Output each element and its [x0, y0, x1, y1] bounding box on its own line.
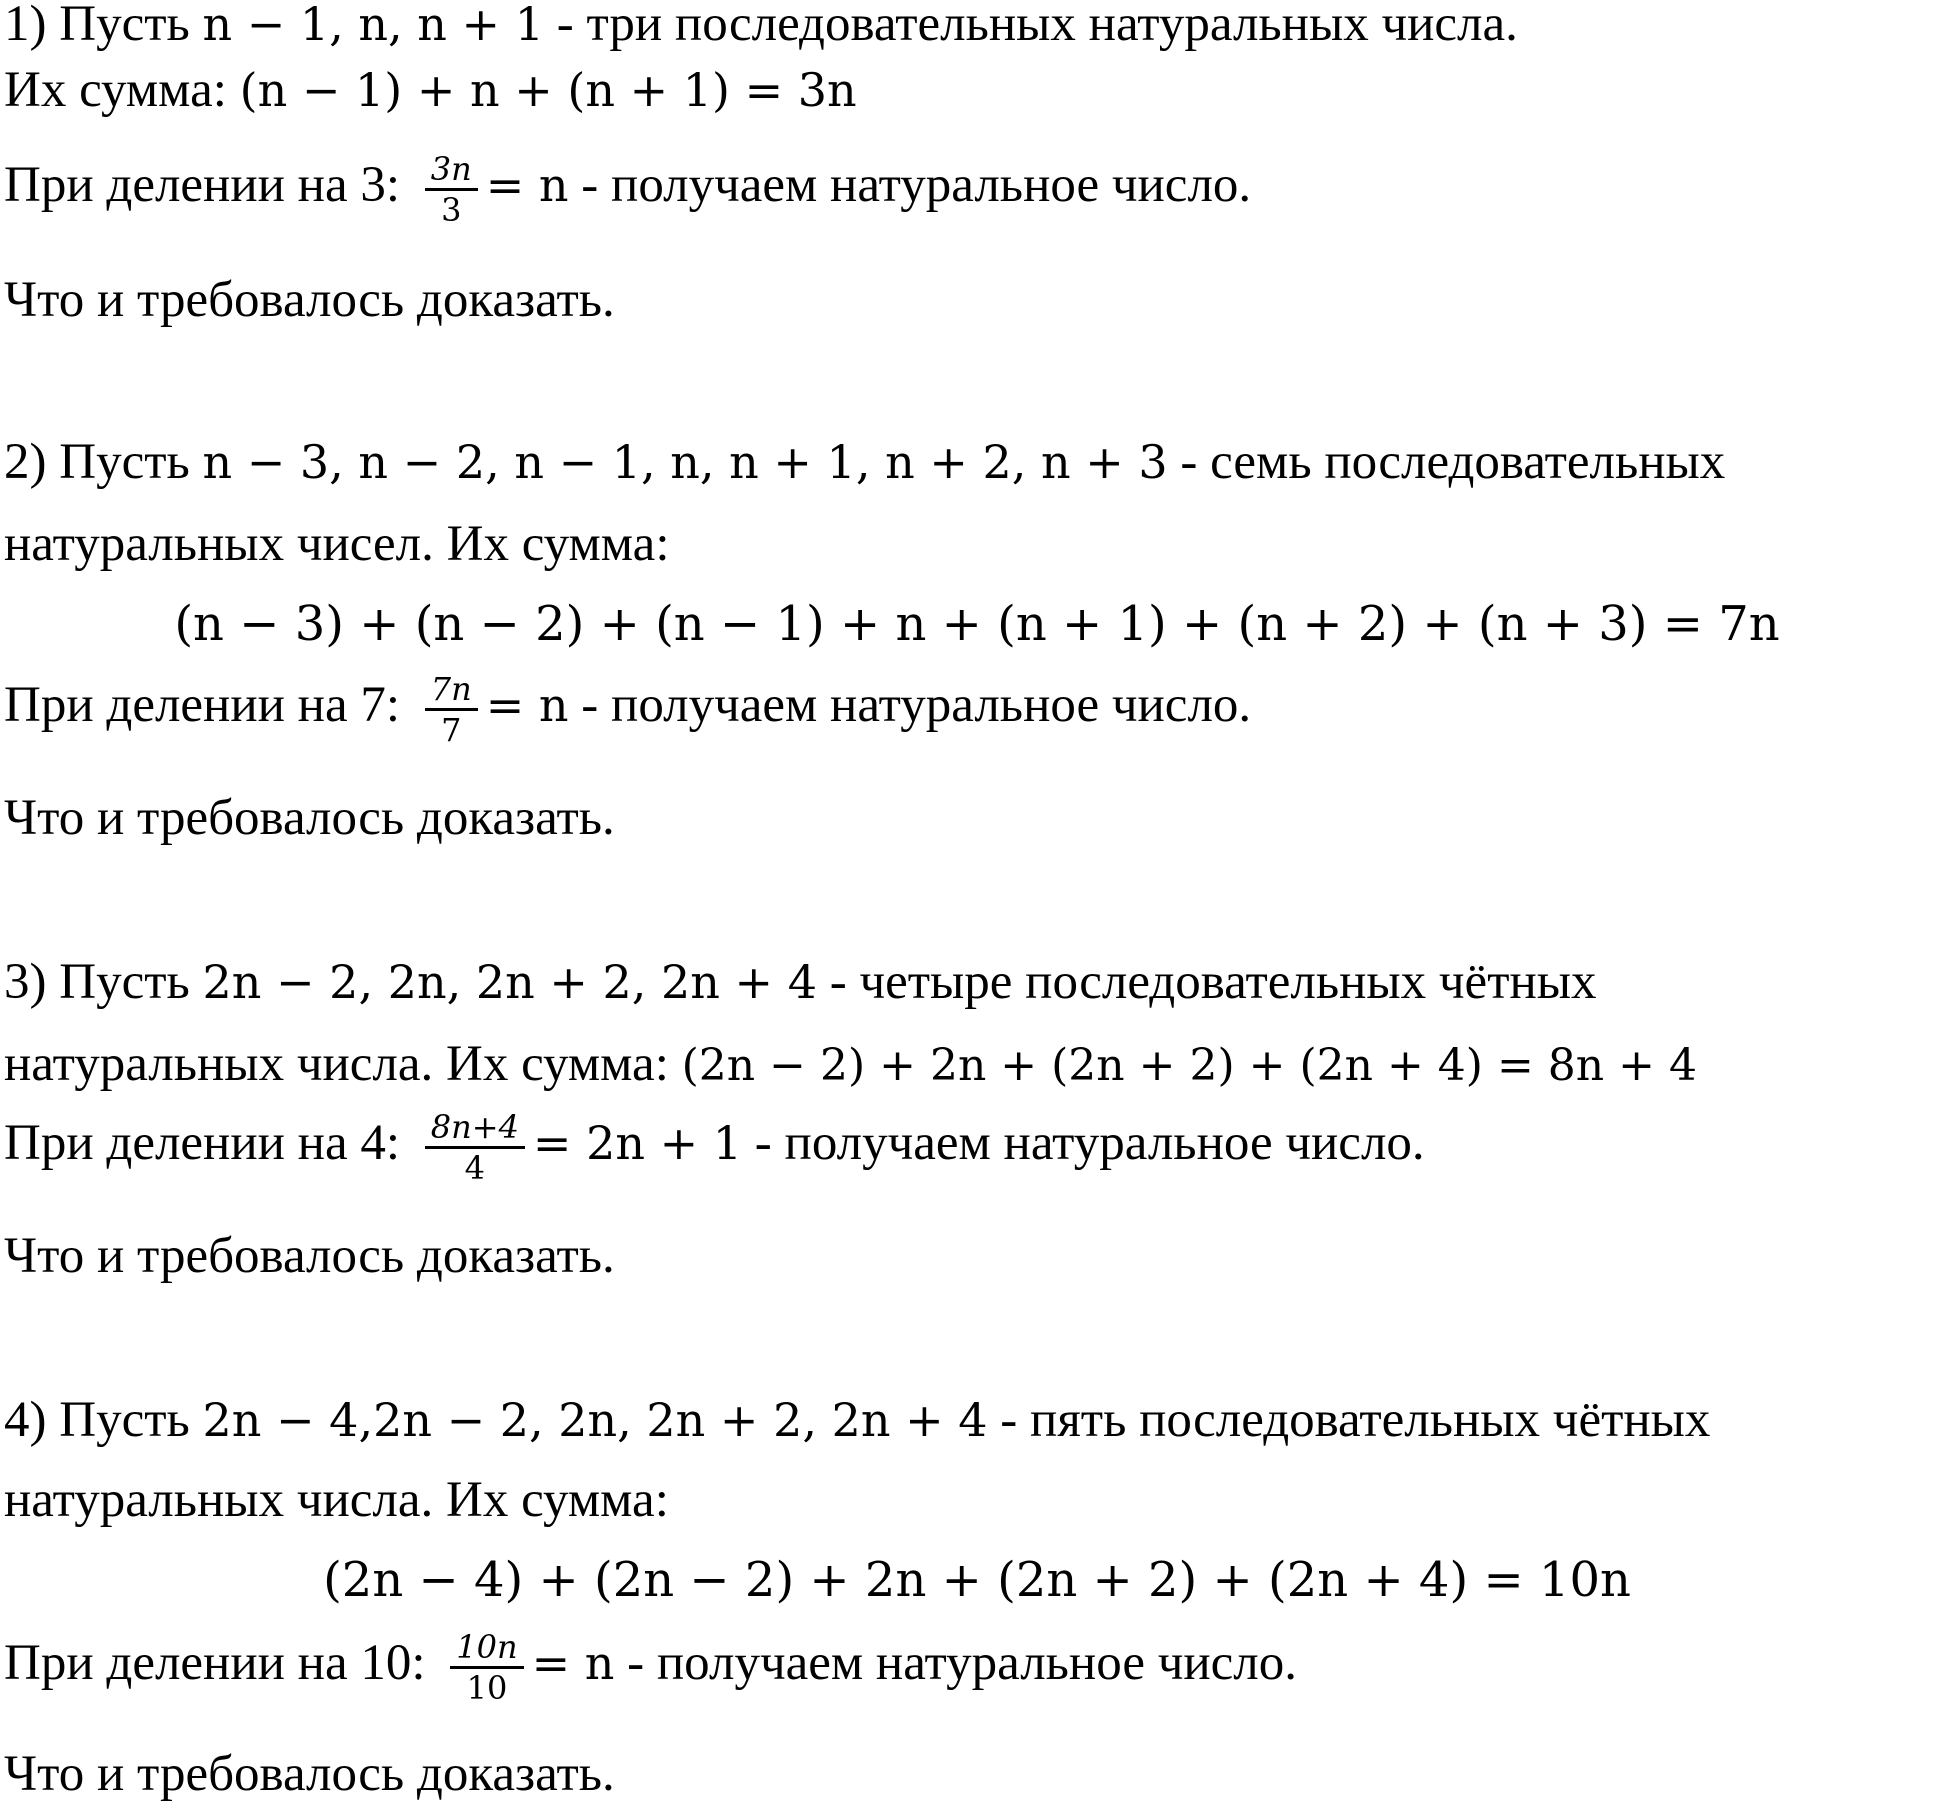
fraction-numerator: 3n	[425, 150, 478, 191]
problem-3-conclusion: Что и требовалось доказать.	[4, 1228, 615, 1284]
fraction	[450, 1628, 523, 1707]
fraction-numerator: 7n	[425, 670, 478, 711]
statement-text: натуральных числа. Их сумма:	[4, 1036, 682, 1092]
problem-1-division	[4, 150, 1954, 229]
fraction-numerator: 8n+4	[425, 1108, 525, 1149]
fraction	[425, 670, 478, 749]
statement-text: Их сумма:	[4, 62, 240, 118]
problem-4-statement	[4, 1390, 1954, 1450]
problem-4-division	[4, 1628, 1954, 1707]
statement-text: 4) Пусть	[4, 1392, 203, 1448]
statement-text: - четыре последовательных чётных	[816, 954, 1597, 1010]
fraction-denominator: 10	[466, 1669, 508, 1707]
math-expression: n − 3, n − 2, n − 1, n, n + 1, n + 2, n + 3	[202, 435, 1168, 489]
division-label: При делении на 7:	[4, 677, 413, 734]
problem-4-conclusion: Что и требовалось доказать.	[4, 1746, 615, 1802]
problem-4-sum-equation: (2n − 4) + (2n − 2) + 2n + (2n + 2) + (2n + 4) = 10n	[323, 1552, 1631, 1608]
fraction-denominator: 4	[464, 1149, 486, 1187]
statement-text: 2) Пусть	[4, 434, 203, 490]
division-tail: - получаем натуральное число.	[614, 1635, 1298, 1692]
division-result: = n	[485, 158, 569, 213]
math-expression: 2n − 2, 2n, 2n + 2, 2n + 4	[202, 955, 817, 1009]
math-expression: n − 1, n, n + 1	[202, 0, 544, 51]
math-expression: 2n − 4,2n − 2, 2n, 2n + 2, 2n + 4	[202, 1393, 988, 1447]
problem-2-sum-label: натуральных чисел. Их сумма:	[4, 516, 670, 572]
division-tail: - получаем натуральное число.	[568, 677, 1252, 734]
statement-text: - семь последовательных	[1167, 434, 1726, 490]
problem-2-sum-equation: (n − 3) + (n − 2) + (n − 1) + n + (n + 1) + (n + 2) + (n + 3) = 7n	[174, 596, 1780, 652]
division-result: = n	[531, 1636, 615, 1691]
division-tail: - получаем натуральное число.	[568, 157, 1252, 214]
fraction	[425, 150, 478, 229]
fraction	[425, 1108, 525, 1187]
statement-text: - три последовательных натуральных числа.	[543, 0, 1518, 52]
statement-text: 1) Пусть	[4, 0, 203, 52]
problem-2-conclusion: Что и требовалось доказать.	[4, 790, 615, 846]
division-label: При делении на 3:	[4, 157, 413, 214]
math-expression: (n − 1) + n + (n + 1) = 3n	[239, 63, 857, 117]
fraction-denominator: 7	[441, 711, 462, 749]
division-label: При делении на 4:	[4, 1115, 413, 1172]
problem-3-division	[4, 1108, 1954, 1187]
problem-4-sum-label: натуральных числа. Их сумма:	[4, 1472, 669, 1528]
division-label: При делении на 10:	[4, 1635, 439, 1692]
problem-2-division	[4, 670, 1954, 749]
problem-3-sum	[4, 1034, 1954, 1096]
problem-2-statement	[4, 432, 1954, 492]
fraction-denominator: 3	[441, 191, 462, 229]
fraction-numerator: 10n	[450, 1628, 523, 1669]
problem-1-sum	[4, 60, 1954, 120]
division-result: = n	[485, 678, 569, 733]
statement-text: 3) Пусть	[4, 954, 203, 1010]
math-expression: (2n − 2) + 2n + (2n + 2) + (2n + 4) = 8n + 4	[681, 1040, 1697, 1091]
problem-1-statement	[4, 0, 1954, 54]
division-tail: - получаем натуральное число.	[742, 1115, 1425, 1172]
statement-text: - пять последовательных чётных	[987, 1392, 1711, 1448]
problem-1-conclusion: Что и требовалось доказать.	[4, 272, 615, 328]
problem-3-statement	[4, 952, 1954, 1012]
division-result: = 2n + 1	[532, 1116, 743, 1171]
